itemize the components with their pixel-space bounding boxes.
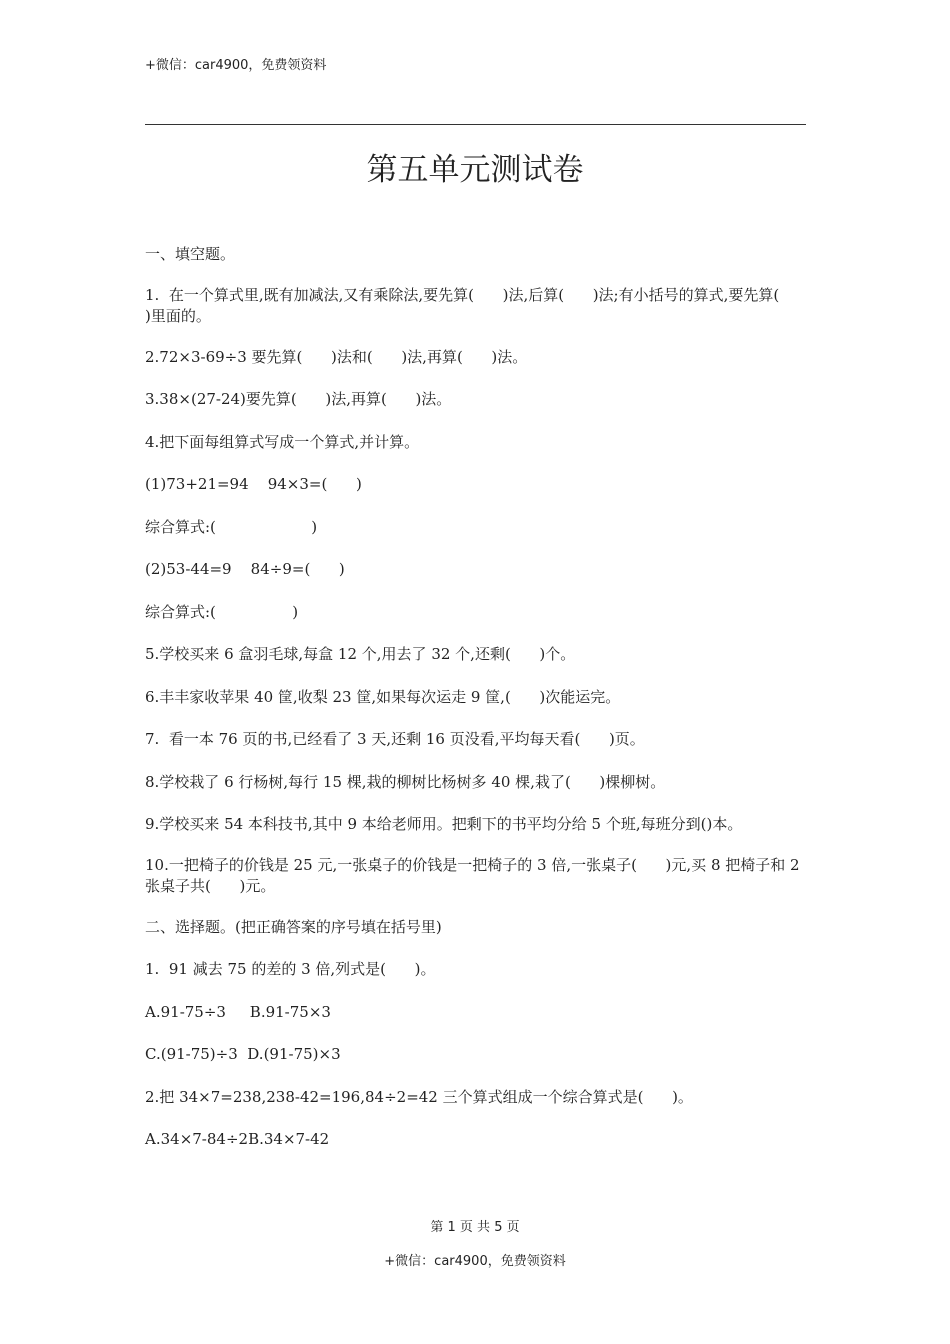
- header-divider: [145, 124, 806, 125]
- question-1-4: 4.把下面每组算式写成一个算式,并计算。: [145, 433, 420, 451]
- question-1-2: 2.72×3-69÷3 要先算( )法和( )法,再算( )法。: [145, 348, 528, 366]
- question-1-3: 3.38×(27-24)要先算( )法,再算( )法。: [145, 390, 452, 408]
- question-1-4-part-2-formula: 综合算式:( ): [145, 603, 299, 621]
- question-1-9: 9.学校买来 54 本科技书,其中 9 本给老师用。把剩下的书平均分给 5 个班,每班分到()本。: [145, 815, 743, 833]
- section-2-heading: 二、选择题。(把正确答案的序号填在括号里): [145, 918, 442, 936]
- section-1-heading: 一、填空题。: [145, 245, 236, 263]
- question-1-4-part-2: (2)53-44=9 84÷9=( ): [145, 560, 345, 578]
- question-1-6: 6.丰丰家收苹果 40 筐,收梨 23 筐,如果每次运走 9 筐,( )次能运完。: [145, 688, 621, 706]
- page-title: 第五单元测试卷: [366, 152, 584, 188]
- question-2-2-options-ab: A.34×7-84÷2B.34×7-42: [145, 1130, 330, 1148]
- document-body: [145, 244, 806, 1150]
- page-number: 第 1 页 共 5 页: [430, 1220, 520, 1235]
- question-2-1-options-ab: A.91-75÷3 B.91-75×3: [145, 1003, 331, 1021]
- question-2-2: 2.把 34×7=238,238-42=196,84÷2=42 三个算式组成一个综合算式是( )。: [145, 1088, 693, 1106]
- footer-watermark-note: +微信：car4900，免费领资料: [384, 1254, 566, 1269]
- question-1-8: 8.学校栽了 6 行杨树,每行 15 棵,栽的柳树比杨树多 40 棵,栽了( )棵柳树。: [145, 773, 666, 791]
- question-1-7: 7. 看一本 76 页的书,已经看了 3 天,还剩 16 页没看,平均每天看( )页。: [145, 730, 645, 748]
- question-1-5: 5.学校买来 6 盒羽毛球,每盒 12 个,用去了 32 个,还剩( )个。: [145, 645, 576, 663]
- question-1-4-part-1: (1)73+21=94 94×3=( ): [145, 475, 362, 493]
- header-watermark-note: +微信：car4900，免费领资料: [145, 58, 327, 73]
- question-1-10: 10.一把椅子的价钱是 25 元,一张桌子的价钱是一把椅子的 3 倍,一张桌子( )元,买 8 把椅子和 2 张桌子共( )元。: [145, 856, 805, 895]
- question-2-1: 1. 91 减去 75 的差的 3 倍,列式是( )。: [145, 960, 436, 978]
- question-2-1-options-cd: C.(91-75)÷3 D.(91-75)×3: [145, 1045, 341, 1063]
- question-1-1: 1. 在一个算式里,既有加减法,又有乘除法,要先算( )法,后算( )法;有小括号的算式,要先算( )里面的。: [145, 286, 808, 325]
- question-1-4-part-1-formula: 综合算式:( ): [145, 518, 318, 536]
